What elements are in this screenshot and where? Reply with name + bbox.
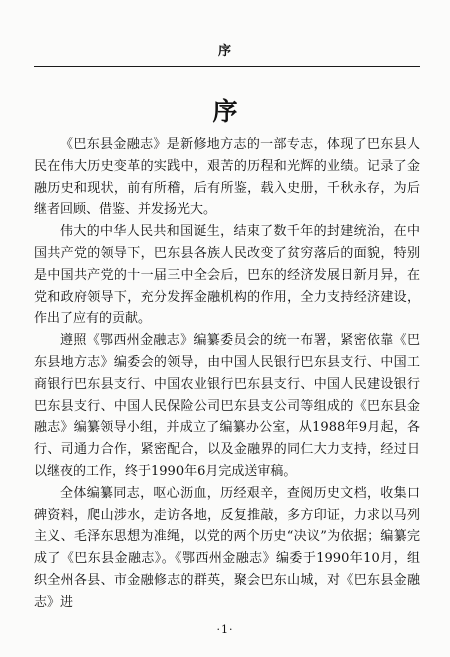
paragraph-2: 伟大的中华人民共和国诞生，结束了数千年的封建统治，在中国共产党的领导下，巴东县各族人民改变了贫穷落后的面貌，特别是中国共产党的十一届三中全会后，巴东的经济发展日新月异，在党和政府领导下，充分发挥金融机构的作用，全力支持经济建设，作出了应有的贡献。 — [34, 224, 420, 327]
running-head: 序 — [217, 44, 232, 59]
page-title: 序 — [212, 97, 238, 126]
body-text — [34, 134, 420, 614]
paragraph-1: 《巴东县金融志》是新修地方志的一部专志，体现了巴东县人民在伟大历史变革的实践中，艰苦的历程和光辉的业绩。记录了金融历史和现状，前有所稽，后有所鉴，载入史册，千秋永存，为后继者回顾、借鉴、并发扬光大。 — [34, 137, 420, 218]
paragraph-3: 遵照《鄂西州金融志》编纂委员会的统一布署，紧密依靠《巴东县地方志》编委会的领导，由中国人民银行巴东县支行、中国工商银行巴东县支行、中国农业银行巴东县支行、中国人民建设银行巴东县支行、中国人民保险公司巴东县支公司等组成的《巴东县金融志》编纂领导小组，并成立了编纂办公室，从1988年9月起，各行、司通力合作，紧密配合，以及金融界的同仁大力支持，经过日以继夜的工作，终于1990年6月完成送审稿。 — [34, 333, 420, 479]
paragraph-4: 全体编纂同志，呕心沥血，历经艰辛，查阅历史文档，收集口碑资料，爬山涉水，走访各地，反复推敲，多方印证，力求以马列主义、毛泽东思想为准绳，以党的两个历史“决议”为依据；编纂完成了《巴东县金融志》。《鄂西州金融志》编委于1990年10月，组织全州各县、市金融修志的群英，聚会巴东山城，对《巴东县金融志》进 — [34, 485, 420, 610]
header-rule — [34, 66, 420, 67]
page-number: ·1· — [216, 623, 234, 636]
